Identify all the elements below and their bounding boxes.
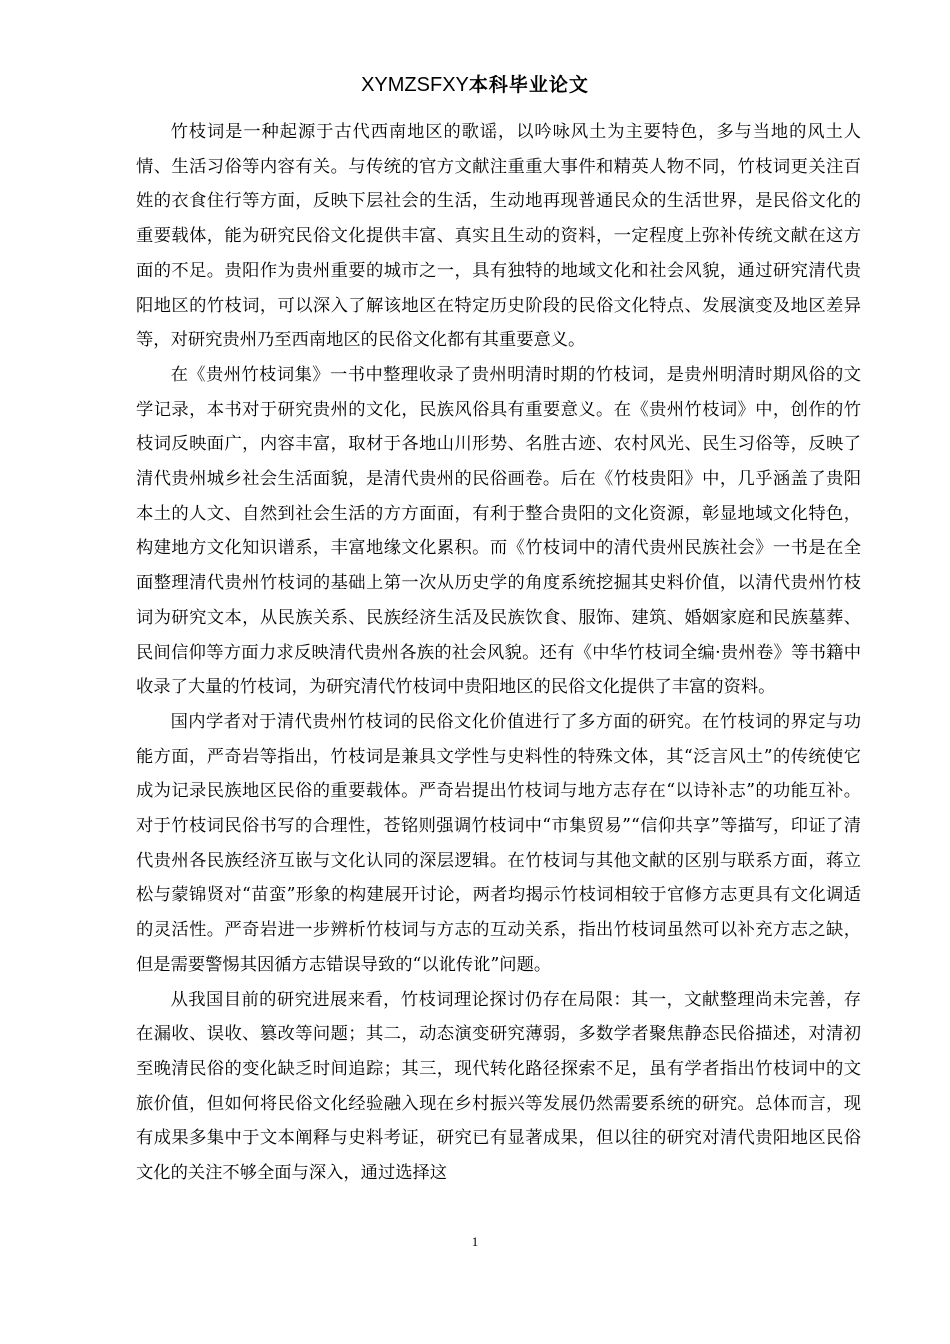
page-number: 1 bbox=[471, 1234, 479, 1249]
header-code: XYMZSFXY bbox=[361, 74, 469, 96]
paragraph: 国内学者对于清代贵州竹枝词的民俗文化价值进行了多方面的研究。在竹枝词的界定与功能方面，严奇岩等指出，竹枝词是兼具文学性与史料性的特殊文体，其“泛言风土”的传统使它成为记录民族地区民俗的重要载体。严奇岩提出竹枝词与地方志存在“以诗补志”的功能互补。对于竹枝词民俗书写的合理性，苍铭则强调竹枝词中“市集贸易”“信仰共享”等描写，印证了清代贵州各民族经济互嵌与文化认同的深层逻辑。在竹枝词与其他文献的区别与联系方面，蒋立松与蒙锦贤对“苗蛮”形象的构建展开讨论，两者均揭示竹枝词相较于官修方志更具有文化调适的灵活性。严奇岩进一步辨析竹枝词与方志的互动关系，指出竹枝词虽然可以补充方志之缺，但是需要警惕其因循方志错误导致的“以讹传讹”问题。 bbox=[136, 711, 861, 975]
paragraph: 竹枝词是一种起源于古代西南地区的歌谣，以吟咏风土为主要特色，多与当地的风土人情、生活习俗等内容有关。与传统的官方文献注重重大事件和精英人物不同，竹枝词更关注百姓的衣食住行等方面，反映下层社会的生活，生动地再现普通民众的生活世界，是民俗文化的重要载体，能为研究民俗文化提供丰富、真实且生动的资料，一定程度上弥补传统文献在这方面的不足。贵阳作为贵州重要的城市之一，具有独特的地域文化和社会风貌，通过研究清代贵阳地区的竹枝词，可以深入了解该地区在特定历史阶段的民俗文化特点、发展演变及地区差异等，对研究贵州乃至西南地区的民俗文化都有其重要意义。 bbox=[136, 122, 861, 351]
body-text bbox=[136, 115, 861, 1191]
header-title: 本科毕业论文 bbox=[468, 74, 589, 96]
paragraph: 在《贵州竹枝词集》一书中整理收录了贵州明清时期的竹枝词，是贵州明清时期风俗的文学记录，本书对于研究贵州的文化，民族风俗具有重要意义。在《贵州竹枝词》中，创作的竹枝词反映面广，内容丰富，取材于各地山川形势、名胜古迹、农村风光、民生习俗等，反映了清代贵州城乡社会生活面貌，是清代贵州的民俗画卷。后在《竹枝贵阳》中，几乎涵盖了贵阳本土的人文、自然到社会生活的方方面面，有利于整合贵阳的文化资源，彰显地域文化特色，构建地方文化知识谱系，丰富地缘文化累积。而《竹枝词中的清代贵州民族社会》一书是在全面整理清代贵州竹枝词的基础上第一次从历史学的角度系统挖掘其史料价值，以清代贵州竹枝词为研究文本，从民族关系、民族经济生活及民族饮食、服饰、建筑、婚姻家庭和民族墓葬、民间信仰等方面力求反映清代贵州各族的社会风貌。还有《中华竹枝词全编·贵州卷》等书籍中收录了大量的竹枝词，为研究清代竹枝词中贵阳地区的民俗文化提供了丰富的资料。 bbox=[136, 364, 861, 698]
paragraph: 从我国目前的研究进展来看，竹枝词理论探讨仍存在局限：其一，文献整理尚未完善，存在漏收、误收、篡改等问题；其二，动态演变研究薄弱，多数学者聚焦静态民俗描述，对清初至晚清民俗的变化缺乏时间追踪；其三，现代转化路径探索不足，虽有学者指出竹枝词中的文旅价值，但如何将民俗文化经验融入现在乡村振兴等发展仍然需要系统的研究。总体而言，现有成果多集中于文本阐释与史料考证，研究已有显著成果，但以往的研究对清代贵阳地区民俗文化的关注不够全面与深入，通过选择这 bbox=[136, 989, 861, 1184]
page-header bbox=[0, 70, 950, 100]
